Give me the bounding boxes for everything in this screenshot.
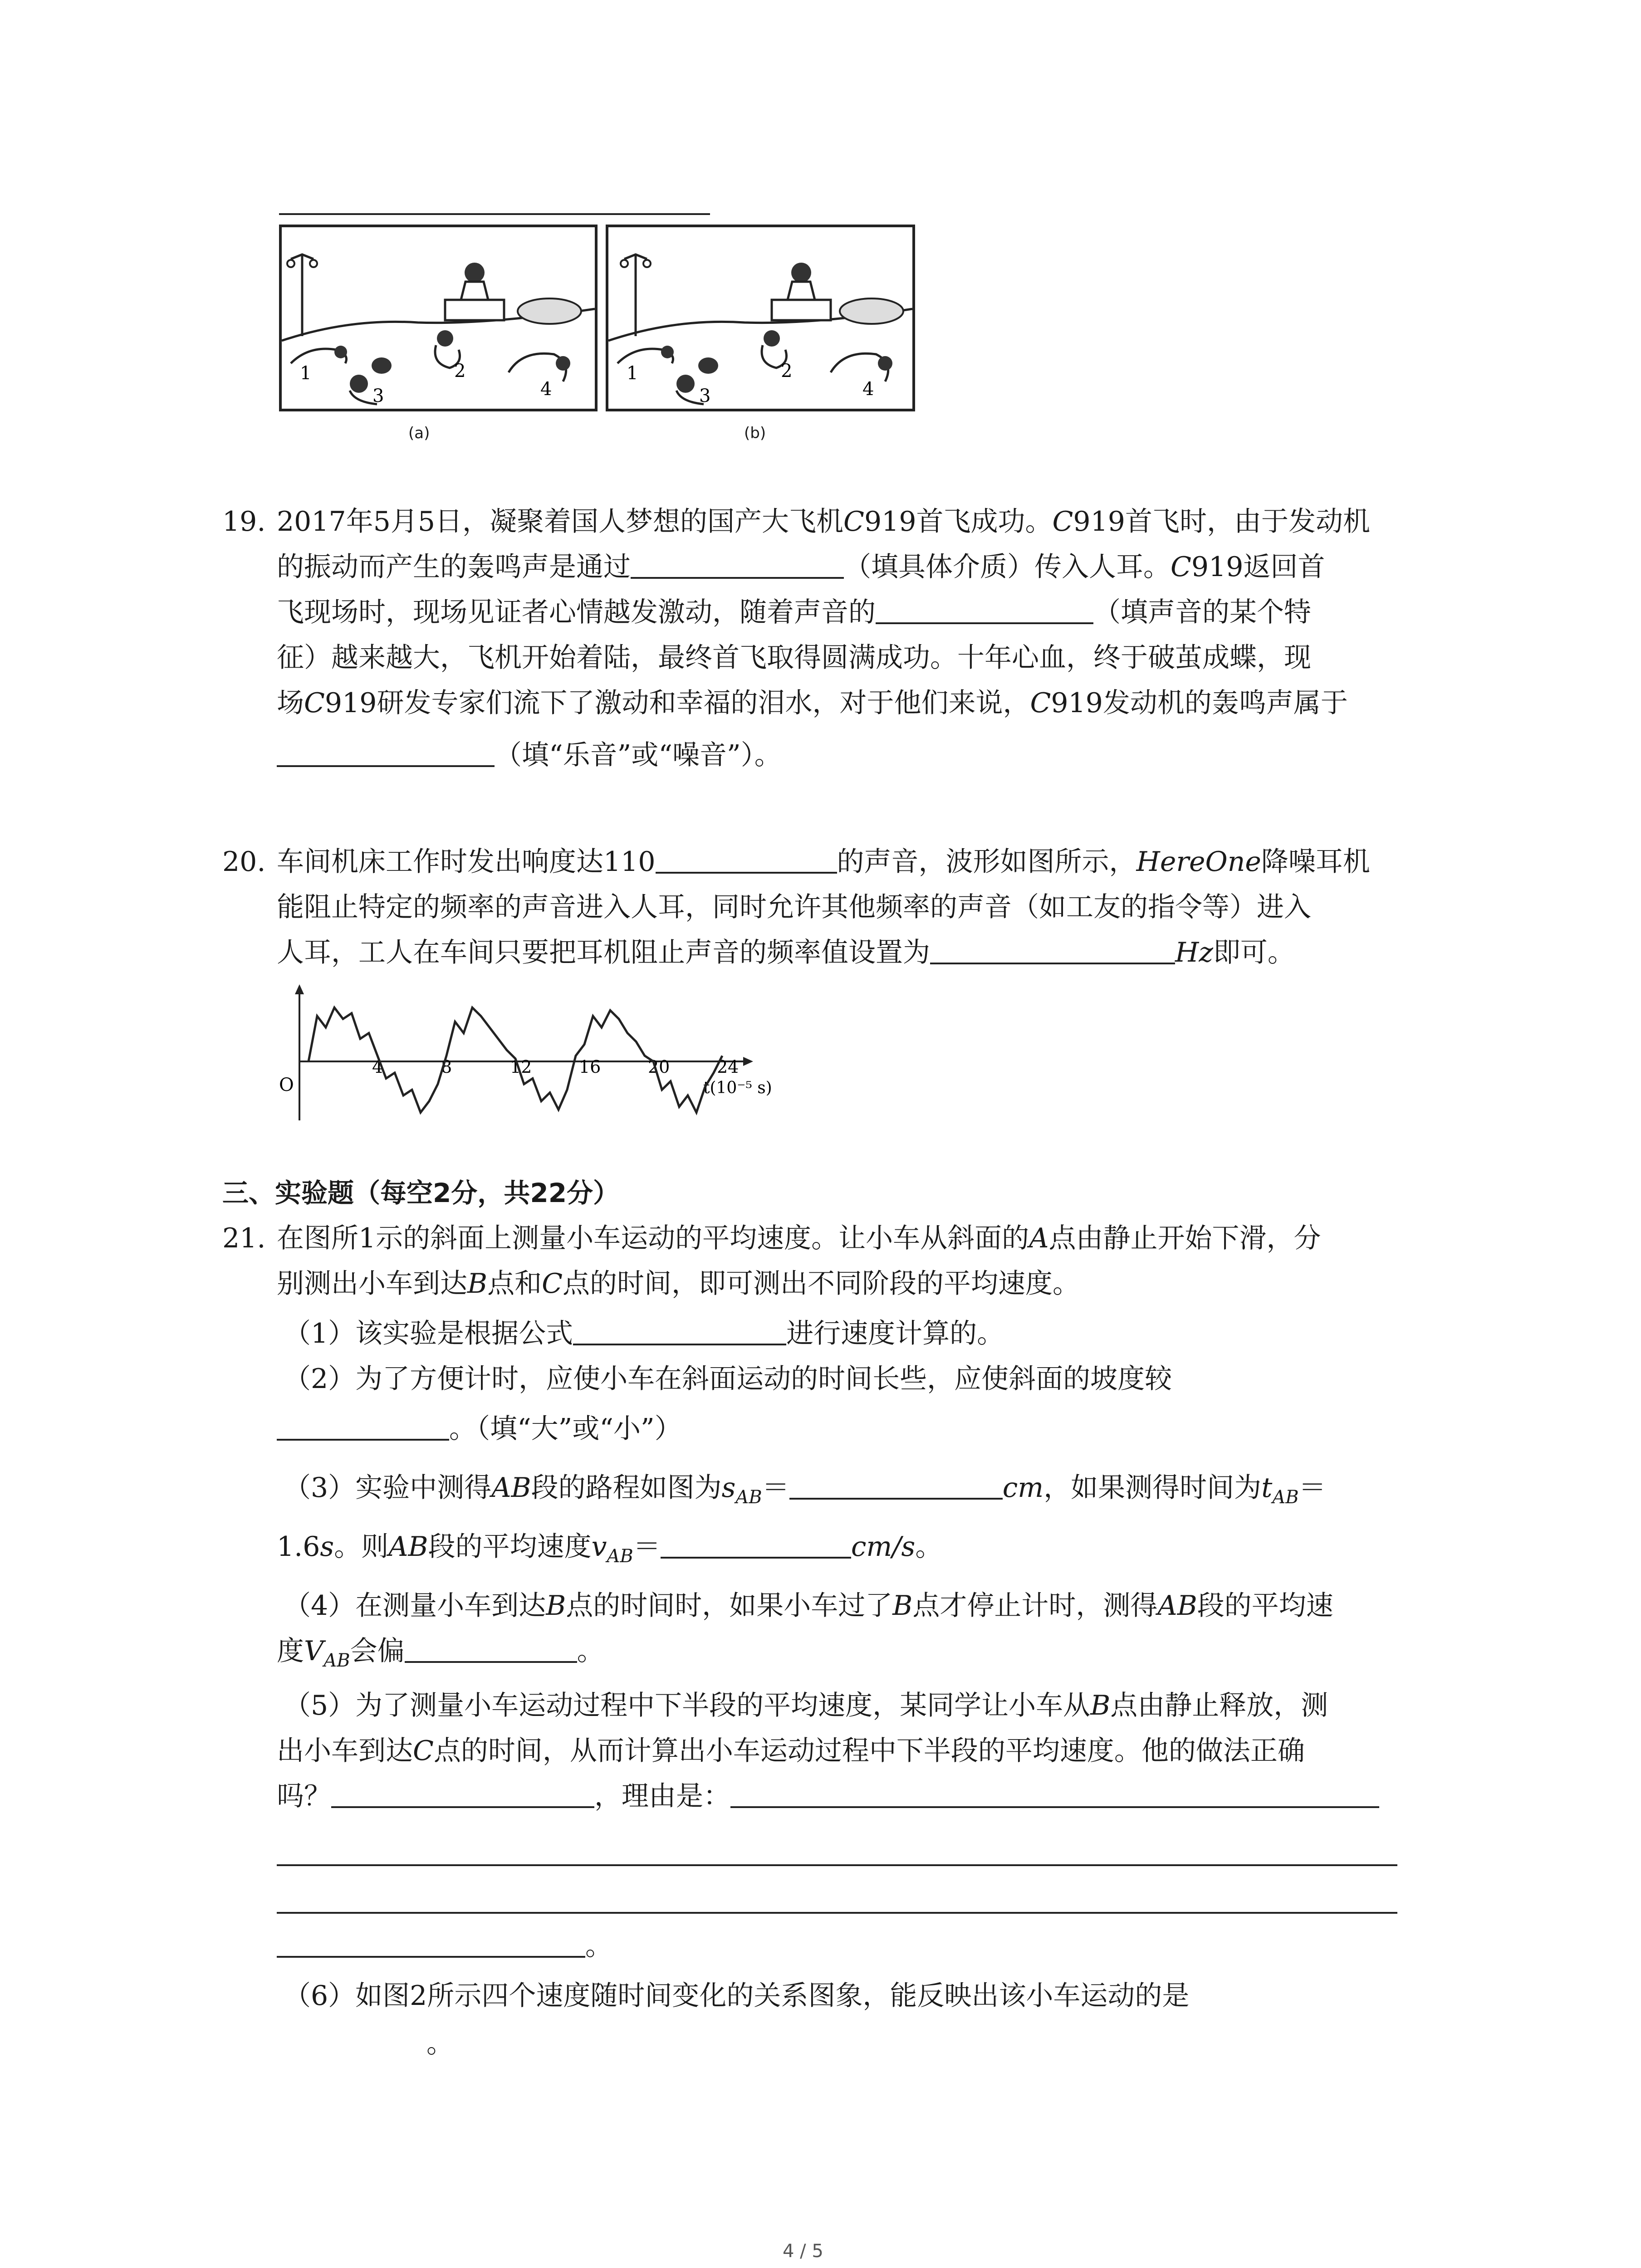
q19-text: 919首飞成功。	[864, 506, 1053, 538]
q20-text: 人耳，工人在车间只要把耳机阻止声音的频率值设置为	[277, 937, 930, 968]
q21-part-6a: （6）如图2所示四个速度随时间变化的关系图象，能反映出该小车运动的是	[284, 1980, 1190, 2012]
q19-text: 2017年5月5日，凝聚着国人梦想的国产大飞机	[277, 506, 844, 538]
q20-blank-unit[interactable]	[656, 844, 837, 874]
x-tick-label: 8	[441, 1057, 452, 1077]
q21-part-5b	[277, 1733, 1305, 1769]
q21-text: 。则	[334, 1531, 389, 1563]
q21-var-t: t	[1261, 1472, 1273, 1504]
q21-text: 点的时间，从而计算出小车运动过程中下半段的平均速度。他的做法正确	[433, 1735, 1305, 1767]
q19-var-c: C	[1052, 506, 1073, 538]
origin-label: O	[279, 1075, 294, 1095]
q21-text: （5）为了测量小车运动过程中下半段的平均速度，某同学让小车从	[284, 1690, 1091, 1721]
q19-blank-type[interactable]	[277, 737, 495, 767]
q21-seg-ab: AB	[388, 1531, 428, 1563]
q19-var-c: C	[843, 506, 864, 538]
q21-blank-reason-3[interactable]	[277, 1912, 1397, 1914]
q21-blank-slope[interactable]	[277, 1411, 449, 1441]
q19-text: （填“乐音”或“噪音”）。	[495, 739, 782, 771]
q21-equals: ＝	[1298, 1472, 1326, 1504]
q19-text: 的振动而产生的轰鸣声是通过	[277, 551, 631, 583]
scene-b-illustration	[608, 227, 912, 409]
q20-line-3	[277, 934, 1295, 971]
q19-line-1	[277, 503, 1370, 540]
q19-text: （填声音的某个特	[1093, 596, 1311, 628]
q21-number: 21.	[222, 1222, 266, 1254]
q21-blank-formula[interactable]	[573, 1315, 786, 1345]
q21-text: 段的路程如图为	[531, 1472, 722, 1504]
q20-line-2: 能阻止特定的频率的声音进入人耳，同时允许其他频率的声音（如工友的指令等）进入	[277, 891, 1311, 923]
q19-blank-medium[interactable]	[631, 549, 844, 579]
q21-text: 点由静止释放，测	[1110, 1690, 1328, 1721]
q19-var-c: C	[1171, 551, 1191, 583]
figure-panel-b	[606, 225, 915, 411]
scene-b-label-4: 4	[862, 379, 874, 400]
q21-part-4b	[277, 1633, 604, 1679]
q21-part-4a	[284, 1588, 1333, 1624]
q21-text: 。（填“大”或“小”）	[449, 1413, 682, 1445]
q21-point-b: B	[892, 1590, 913, 1622]
q21-equals: ＝	[633, 1531, 661, 1563]
q19-text: 919返回首	[1191, 551, 1325, 583]
q21-var-v-cap: V	[304, 1635, 324, 1667]
answer-blank-top	[279, 213, 710, 215]
q21-text: 别测出小车到达	[277, 1268, 467, 1300]
q21-point-b: B	[1090, 1690, 1111, 1721]
q19-line-4: 征）越来越大，飞机开始着陆，最终首飞取得圆满成功。十年心血，终于破茧成蝶，现	[277, 642, 1311, 674]
x-tick-labels	[372, 1057, 739, 1077]
x-axis-label: t(10⁻⁵ s)	[703, 1079, 772, 1097]
q21-sub-ab: AB	[607, 1546, 633, 1567]
q21-sub-ab: AB	[1272, 1487, 1299, 1508]
q20-brand: HereOne	[1136, 846, 1261, 878]
q21-text: （4）在测量小车到达	[284, 1590, 546, 1622]
figure-panel-a	[279, 225, 598, 411]
q21-text: 点和	[487, 1268, 542, 1300]
q21-text: （1）该实验是根据公式	[284, 1318, 573, 1349]
q21-part-3a	[284, 1470, 1326, 1515]
scene-b-label-2: 2	[781, 361, 793, 381]
q21-text: 。	[585, 1930, 612, 1962]
q21-part-5a	[284, 1687, 1328, 1724]
q19-line-3	[277, 594, 1311, 631]
q20-line-1	[277, 844, 1370, 880]
q21-line-1	[277, 1220, 1321, 1256]
x-tick-label: 24	[717, 1057, 739, 1077]
q19-text: 919研发专家们流下了激动和幸福的泪水，对于他们来说，	[324, 687, 1030, 719]
scene-a-label-2: 2	[454, 361, 466, 381]
q20-number: 20.	[222, 846, 266, 878]
page-number: 4 / 5	[783, 2241, 823, 2262]
q19-text: （填具体介质）传入人耳。	[844, 551, 1171, 583]
q21-part-3b	[277, 1529, 942, 1574]
q21-unit-cms: cm/s	[851, 1531, 916, 1563]
q19-line-2	[277, 549, 1325, 585]
section-heading: 三、实验题（每空2分，共22分）	[222, 1178, 620, 1208]
x-tick-label: 16	[579, 1057, 601, 1077]
q20-unit-hz: Hz	[1175, 937, 1213, 968]
figure-caption-a: (a)	[408, 424, 430, 442]
q21-part-2b	[277, 1411, 682, 1447]
q20-blank-frequency[interactable]	[930, 934, 1175, 964]
q19-number: 19.	[222, 506, 266, 538]
q21-text: ，如果测得时间为	[1043, 1472, 1262, 1504]
q21-seg-ab: AB	[491, 1472, 531, 1504]
q21-text: 点的时间，即可测出不同阶段的平均速度。	[563, 1268, 1080, 1300]
x-tick-label: 20	[648, 1057, 670, 1077]
q19-var-c: C	[1030, 687, 1051, 719]
q21-text: 会偏	[350, 1635, 405, 1667]
q19-text: 飞现场时，现场见证者心情越发激动，随着声音的	[277, 596, 876, 628]
q21-blank-graph[interactable]	[277, 2025, 426, 2055]
q21-point-c: C	[542, 1268, 563, 1300]
q19-line-5	[277, 685, 1348, 721]
scene-a-label-1: 1	[300, 363, 312, 384]
q21-text: 。	[426, 2028, 454, 2059]
q19-text: 919首飞时，由于发动机	[1073, 506, 1370, 538]
q21-text: 。	[577, 1635, 604, 1667]
q21-point-a: A	[1029, 1222, 1049, 1254]
q21-text: （3）实验中测得	[284, 1472, 492, 1504]
scene-a-label-4: 4	[540, 379, 552, 400]
q19-text: 场	[277, 687, 304, 719]
q21-part-5d	[277, 1928, 612, 1964]
q21-unit-cm: cm	[1002, 1472, 1044, 1504]
q21-point-c: C	[413, 1735, 434, 1767]
q21-point-b: B	[467, 1268, 488, 1300]
q21-unit-s: s	[320, 1531, 334, 1563]
q21-text: 。	[915, 1531, 943, 1563]
q20-text: 即可。	[1213, 937, 1295, 968]
q19-var-c: C	[304, 687, 325, 719]
q21-part-2a: （2）为了方便计时，应使小车在斜面运动的时间长些，应使斜面的坡度较	[284, 1363, 1172, 1395]
q21-text: 点由静止开始下滑，分	[1048, 1222, 1321, 1254]
scene-a-label-3: 3	[372, 386, 384, 406]
q20-text: 的声音，波形如图所示，	[837, 846, 1136, 878]
q21-blank-reason-2[interactable]	[277, 1864, 1397, 1866]
scene-b-label-3: 3	[699, 386, 711, 406]
y-axis-arrow	[295, 984, 304, 994]
waveform-chart	[272, 984, 794, 1129]
q19-text: 919发动机的轰鸣声属于	[1051, 687, 1348, 719]
x-tick-label: 4	[372, 1057, 383, 1077]
q21-text: 出小车到达	[277, 1735, 413, 1767]
scene-b-label-1: 1	[627, 363, 638, 384]
q20-text: 降噪耳机	[1261, 846, 1370, 878]
q21-text: 段的平均速度	[428, 1531, 592, 1563]
x-tick-label: 12	[510, 1057, 532, 1077]
q21-text: ，理由是：	[594, 1780, 730, 1812]
q21-line-2	[277, 1266, 1080, 1302]
q21-text: 段的平均速	[1197, 1590, 1333, 1622]
q21-blank-reason-1[interactable]	[730, 1778, 1379, 1808]
q21-seg-ab: AB	[1157, 1590, 1197, 1622]
q21-part-6b	[277, 2025, 454, 2062]
q21-sub-ab: AB	[735, 1487, 762, 1508]
q21-part-1	[284, 1315, 1004, 1352]
figure-caption-b: (b)	[744, 424, 766, 442]
q21-blank-reason-4[interactable]	[277, 1928, 585, 1958]
q20-text: 车间机床工作时发出响度达110	[277, 846, 656, 878]
q21-var-v: v	[591, 1531, 607, 1563]
q21-text: 进行速度计算的。	[786, 1318, 1004, 1349]
q21-text: 吗？	[277, 1780, 331, 1812]
q21-blank-correct[interactable]	[331, 1778, 594, 1808]
q21-blank-distance[interactable]	[789, 1470, 1003, 1500]
q21-blank-bias[interactable]	[405, 1633, 577, 1663]
q21-part-5c	[277, 1778, 1379, 1814]
x-axis-arrow	[743, 1057, 753, 1066]
q21-text: 在图所1示的斜面上测量小车运动的平均速度。让小车从斜面的	[277, 1222, 1029, 1254]
q19-blank-feature[interactable]	[876, 594, 1093, 624]
scene-a-illustration	[282, 227, 595, 409]
q21-text: 度	[277, 1635, 304, 1667]
q21-equals: ＝	[762, 1472, 789, 1504]
q21-sub-ab: AB	[323, 1650, 350, 1671]
q21-time-value: 1.6	[277, 1531, 320, 1563]
q21-blank-speed[interactable]	[661, 1529, 851, 1559]
q21-text: 点才停止计时，测得	[912, 1590, 1158, 1622]
q21-text: 点的时间时，如果小车过了	[566, 1590, 893, 1622]
q21-var-s: s	[721, 1472, 736, 1504]
q19-line-6	[277, 737, 782, 773]
q21-point-b: B	[546, 1590, 566, 1622]
